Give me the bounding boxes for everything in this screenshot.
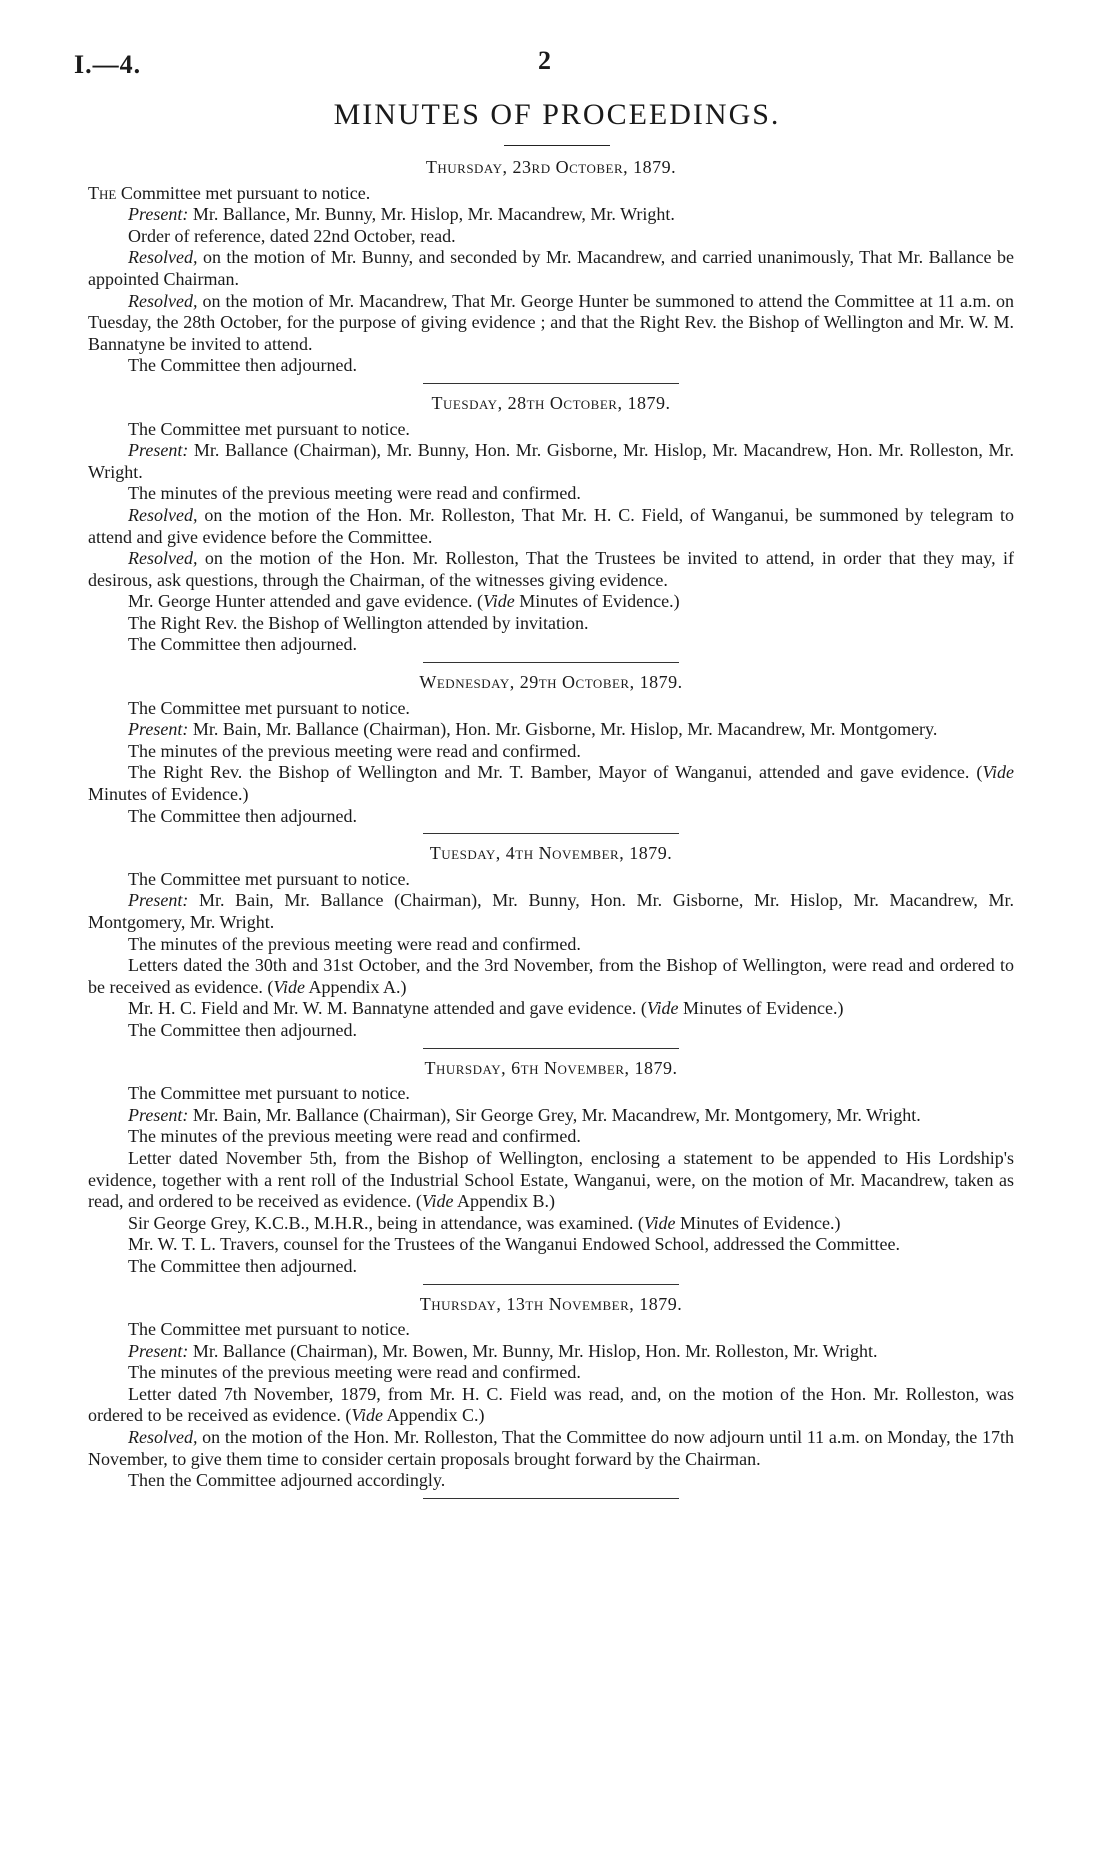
- text-run: Mr. H. C. Field and Mr. W. M. Bannatyne attended and gave evidence. (: [128, 998, 647, 1019]
- text-run: Sir George Grey, K.C.B., M.H.R., being in attendance, was examined. (: [128, 1212, 644, 1233]
- minute-paragraph: [88, 806, 1014, 828]
- page-number: 2: [538, 46, 551, 75]
- text-run: The minutes of the previous meeting were read and confirmed.: [128, 740, 581, 761]
- section-divider: [423, 1048, 679, 1049]
- minute-paragraph: [88, 291, 1014, 356]
- meeting-date: Wednesday, 29th October, 1879.: [419, 672, 683, 693]
- text-run: Mr. Ballance (Chairman), Mr. Bunny, Hon. Mr. Gisborne, Mr. Hislop, Mr. Macandrew, Hon. Mr. Rolleston, Mr. Wright.: [88, 440, 1014, 482]
- text-run: Committee met pursuant to notice.: [116, 182, 371, 203]
- text-run: The minutes of the previous meeting were read and confirmed.: [128, 1126, 581, 1147]
- italic-run: Resolved,: [128, 548, 198, 569]
- italic-run: Vide: [351, 1405, 384, 1426]
- text-run: Letters dated the 30th and 31st October, and the 3rd November, from the Bishop of Wellington, were read and ordered to be received as evidence. (: [88, 955, 1014, 997]
- document-reference: I.—4.: [74, 50, 142, 79]
- text-run: Minutes of Evidence.): [514, 591, 680, 612]
- meeting-section: [88, 672, 1014, 834]
- minute-paragraph: [88, 1020, 1014, 1042]
- minutes-body: [88, 157, 1014, 1508]
- text-run: on the motion of Mr. Bunny, and seconded by Mr. Macandrew, and carried unanimously, That Mr. Ballance be appointed Chairman.: [88, 247, 1014, 289]
- minute-paragraph: [88, 505, 1014, 548]
- text-run: The Committee met pursuant to notice.: [128, 697, 410, 718]
- meeting-date: Tuesday, 28th October, 1879.: [431, 392, 671, 413]
- meeting-date: Tuesday, 4th November, 1879.: [429, 843, 673, 864]
- text-run: The Committee met pursuant to notice.: [128, 1319, 410, 1340]
- italic-run: Vide: [421, 1191, 454, 1212]
- text-run: on the motion of the Hon. Mr. Rolleston, That the Trustees be invited to attend, in order that they may, if desirous, ask questions, through the Chairman, of the witnesses giving evidence.: [88, 548, 1014, 590]
- meeting-section: [88, 393, 1014, 663]
- text-run: Mr. Bain, Mr. Ballance (Chairman), Mr. Bunny, Hon. Mr. Gisborne, Mr. Hislop, Mr. Macandrew, Mr. Montgomery, Mr. Wright.: [88, 890, 1014, 932]
- text-run: Minutes of Evidence.): [675, 1212, 841, 1233]
- minute-paragraph: [88, 1341, 1014, 1363]
- text-run: The Committee then adjourned.: [128, 1255, 357, 1276]
- minute-paragraph: [88, 1256, 1014, 1278]
- minute-paragraph: [88, 1470, 1014, 1492]
- minute-paragraph: [88, 440, 1014, 483]
- text-run: The Committee met pursuant to notice.: [128, 868, 410, 889]
- section-divider: [423, 1284, 679, 1285]
- minute-paragraph: [88, 869, 1014, 891]
- minute-paragraph: [88, 1105, 1014, 1127]
- section-divider: [423, 383, 679, 384]
- minute-paragraph: [88, 548, 1014, 591]
- text-run: The Committee then adjourned.: [128, 805, 357, 826]
- text-run: on the motion of the Hon. Mr. Rolleston, That Mr. H. C. Field, of Wanganui, be summoned by telegram to attend and give evidence before the Committee.: [88, 504, 1014, 547]
- italic-run: Vide: [483, 591, 515, 612]
- meeting-date: Thursday, 6th November, 1879.: [424, 1057, 678, 1078]
- text-run: on the motion of Mr. Macandrew, That Mr. George Hunter be summoned to attend the Committee at 11 a.m. on Tuesday, the 28th October, for the purpose of giving evidence ; and that the Right Rev. the Bishop of Wellington and Mr. W. M. Bannatyne be invited to attend.: [88, 290, 1014, 354]
- meeting-section: [88, 157, 1014, 384]
- text-run: Appendix C.): [383, 1405, 485, 1426]
- minute-paragraph: [88, 483, 1014, 505]
- section-divider: [423, 833, 679, 834]
- title-rule: [504, 145, 610, 146]
- minute-paragraph: [88, 1126, 1014, 1148]
- text-run: The Committee met pursuant to notice.: [128, 1083, 410, 1104]
- italic-run: Present:: [128, 440, 189, 461]
- minute-paragraph: [88, 955, 1014, 998]
- minute-paragraph: [88, 741, 1014, 763]
- italic-run: Resolved,: [128, 290, 198, 311]
- minute-paragraph: [88, 998, 1014, 1020]
- text-run: The minutes of the previous meeting were read and confirmed.: [128, 1362, 581, 1383]
- section-divider: [423, 1498, 679, 1499]
- meeting-date: Thursday, 23rd October, 1879.: [425, 157, 677, 177]
- text-run: The Right Rev. the Bishop of Wellington and Mr. T. Bamber, Mayor of Wanganui, attended and gave evidence. (: [128, 762, 983, 783]
- text-run: Mr. Bain, Mr. Ballance (Chairman), Hon. Mr. Gisborne, Mr. Hislop, Mr. Macandrew, Mr. Montgomery.: [188, 719, 938, 740]
- minute-paragraph: [88, 204, 1014, 226]
- text-run: Appendix B.): [453, 1191, 555, 1212]
- smallcaps-run: The: [88, 182, 117, 203]
- italic-run: Resolved,: [128, 247, 198, 268]
- minute-paragraph: [88, 1148, 1014, 1213]
- text-run: The Committee then adjourned.: [128, 355, 357, 376]
- meeting-section: [88, 1294, 1014, 1499]
- italic-run: Present:: [128, 1340, 189, 1361]
- section-divider: [423, 662, 679, 663]
- text-run: Minutes of Evidence.): [88, 784, 249, 805]
- italic-run: Vide: [982, 762, 1014, 783]
- minute-paragraph: [88, 355, 1014, 377]
- minute-paragraph: [88, 1427, 1014, 1470]
- minute-paragraph: [88, 1319, 1014, 1341]
- italic-run: Resolved,: [128, 504, 198, 525]
- text-run: The minutes of the previous meeting were read and confirmed.: [128, 483, 581, 504]
- text-run: The Committee then adjourned.: [128, 634, 357, 655]
- minute-paragraph: [88, 613, 1014, 635]
- minute-paragraph: [88, 1384, 1014, 1427]
- text-run: Mr. Ballance, Mr. Bunny, Mr. Hislop, Mr. Macandrew, Mr. Wright.: [188, 204, 675, 225]
- italic-run: Present:: [128, 719, 189, 740]
- meeting-section: [88, 1058, 1014, 1285]
- minute-paragraph: [88, 890, 1014, 933]
- meeting-section: [88, 843, 1014, 1048]
- minute-paragraph: [88, 1213, 1014, 1235]
- text-run: Mr. W. T. L. Travers, counsel for the Trustees of the Wanganui Endowed School, addressed the Committee.: [128, 1234, 900, 1255]
- minute-paragraph: [88, 1234, 1014, 1256]
- minute-paragraph: [88, 634, 1014, 656]
- minute-paragraph: [88, 698, 1014, 720]
- minute-paragraph: [88, 247, 1014, 290]
- italic-run: Vide: [646, 998, 679, 1019]
- italic-run: Present:: [128, 204, 189, 225]
- minute-paragraph: [88, 762, 1014, 805]
- text-run: Letter dated November 5th, from the Bishop of Wellington, enclosing a statement to be appended to His Lordship's evidence, together with a rent roll of the Industrial School Estate, Wanganui, were, on the motion of Mr. Macandrew, taken as read, and ordered to be received as evidence. (: [88, 1147, 1014, 1212]
- text-run: The Committee then adjourned.: [128, 1019, 357, 1040]
- text-run: Minutes of Evidence.): [678, 998, 844, 1019]
- minute-paragraph: [88, 226, 1014, 248]
- italic-run: Vide: [643, 1212, 676, 1233]
- minute-paragraph: [88, 183, 1014, 205]
- minute-paragraph: [88, 1362, 1014, 1384]
- minute-paragraph: [88, 591, 1014, 613]
- minute-paragraph: [88, 719, 1014, 741]
- italic-run: Vide: [273, 976, 306, 997]
- text-run: Then the Committee adjourned accordingly.: [128, 1470, 446, 1491]
- page-title: MINUTES OF PROCEEDINGS.: [333, 98, 781, 131]
- text-run: Appendix A.): [305, 976, 407, 997]
- text-run: Mr. Bain, Mr. Ballance (Chairman), Sir George Grey, Mr. Macandrew, Mr. Montgomery, Mr. Wright.: [188, 1104, 921, 1125]
- text-run: Mr. Ballance (Chairman), Mr. Bowen, Mr. Bunny, Mr. Hislop, Hon. Mr. Rolleston, Mr. Wright.: [188, 1340, 878, 1361]
- text-run: Letter dated 7th November, 1879, from Mr. H. C. Field was read, and, on the motion of the Hon. Mr. Rolleston, was ordered to be received as evidence. (: [88, 1383, 1014, 1426]
- italic-run: Present:: [128, 890, 189, 911]
- italic-run: Resolved,: [128, 1427, 198, 1448]
- meeting-date: Thursday, 13th November, 1879.: [419, 1293, 683, 1314]
- minute-paragraph: [88, 1083, 1014, 1105]
- text-run: The Right Rev. the Bishop of Wellington attended by invitation.: [128, 612, 589, 633]
- text-run: The minutes of the previous meeting were read and confirmed.: [128, 933, 581, 954]
- text-run: Order of reference, dated 22nd October, read.: [128, 225, 456, 246]
- italic-run: Present:: [128, 1104, 189, 1125]
- text-run: on the motion of the Hon. Mr. Rolleston, That the Committee do now adjourn until 11 a.m. on Monday, the 17th November, to give them time to consider certain proposals brought forward by the Chairman.: [88, 1427, 1014, 1469]
- text-run: The Committee met pursuant to notice.: [128, 418, 410, 439]
- minute-paragraph: [88, 934, 1014, 956]
- text-run: Mr. George Hunter attended and gave evidence. (: [128, 591, 484, 612]
- minute-paragraph: [88, 419, 1014, 441]
